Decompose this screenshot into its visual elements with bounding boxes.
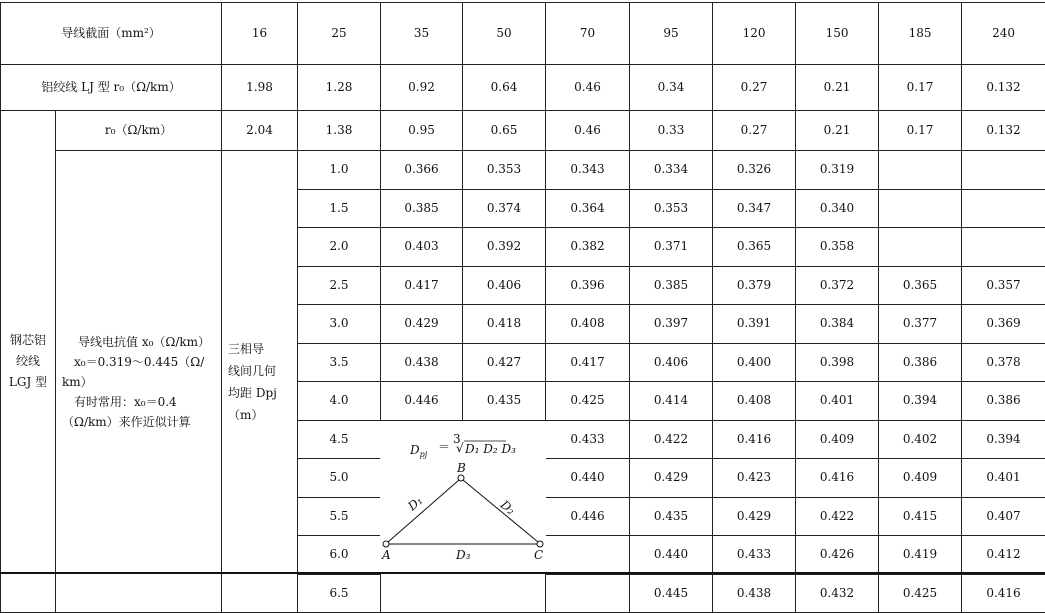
x0-value: 0.379 (713, 266, 796, 305)
x0-value: 0.409 (879, 459, 962, 498)
x0-description (56, 151, 222, 613)
x0-value: 0.423 (713, 459, 796, 498)
x0-value: 0.391 (713, 305, 796, 344)
x0-value: 0.446 (546, 497, 630, 536)
lgj-r0-value: 1.38 (298, 111, 381, 151)
x0-value: 0.435 (630, 497, 713, 536)
lgj-r0-value: 0.21 (796, 111, 879, 151)
lgj-r0-value: 0.17 (879, 111, 962, 151)
x0-value: 0.425 (546, 382, 630, 421)
lj-r0-value: 0.17 (879, 65, 962, 111)
dpj-label-line: 均距 Dpj (228, 382, 291, 404)
distance-value: 4.0 (298, 382, 381, 421)
x0-value: 0.440 (630, 536, 713, 575)
x0-value: 0.366 (381, 151, 463, 190)
distance-value: 5.5 (298, 497, 381, 536)
lgj-r0-label: r₀（Ω/km） (56, 111, 222, 151)
x0-value: 0.417 (381, 266, 463, 305)
dpj-label-line: （m） (228, 404, 291, 426)
distance-value: 4.5 (298, 420, 381, 459)
formula-rhs: D₁ D₂ D₃ (464, 442, 516, 456)
distance-value: 5.0 (298, 459, 381, 498)
label-d2: D₂ (497, 497, 518, 518)
side-d2 (463, 480, 538, 542)
x0-value: 0.386 (879, 343, 962, 382)
x0-value: 0.357 (962, 266, 1045, 305)
x0-description-line: 导线电抗值 x₀（Ω/km） (62, 332, 215, 352)
label-c: C (534, 548, 543, 562)
lj-r0-value: 1.98 (222, 65, 298, 111)
x0-value: 0.394 (962, 420, 1045, 459)
x0-description-line: （Ω/km）来作近似计算 (62, 412, 215, 432)
section-header: 25 (298, 3, 381, 65)
x0-value: 0.340 (796, 189, 879, 228)
x0-value: 0.372 (796, 266, 879, 305)
formula-root-index: 3 (453, 432, 461, 446)
x0-value: 0.414 (630, 382, 713, 421)
x0-value (879, 189, 962, 228)
x0-value: 0.371 (630, 228, 713, 267)
x0-value: 0.407 (962, 497, 1045, 536)
x0-value (962, 151, 1045, 190)
label-b: B (456, 461, 466, 475)
x0-value: 0.353 (463, 151, 546, 190)
x0-value: 0.446 (381, 382, 463, 421)
formula-lhs: $D_{pj}$ (409, 443, 428, 459)
x0-value: 0.334 (630, 151, 713, 190)
x0-description-line: km） (62, 372, 215, 392)
x0-value: 0.374 (463, 189, 546, 228)
x0-value: 0.364 (546, 189, 630, 228)
x0-value: 0.422 (796, 497, 879, 536)
x0-value: 0.326 (713, 151, 796, 190)
dpj-label-line: 线间几何 (228, 360, 291, 382)
header-label: 导线截面（mm²） (1, 3, 222, 65)
lgj-r0-value: 0.95 (381, 111, 463, 151)
x0-value: 0.435 (463, 382, 546, 421)
x0-row (1, 151, 1045, 190)
distance-value: 1.0 (298, 151, 381, 190)
x0-value: 0.400 (713, 343, 796, 382)
x0-value: 0.429 (630, 459, 713, 498)
x0-value: 0.438 (381, 343, 463, 382)
triangle-diagram-svg (380, 421, 546, 573)
x0-value: 0.401 (796, 382, 879, 421)
lgj-r0-value: 0.33 (630, 111, 713, 151)
x0-value: 0.432 (796, 574, 879, 613)
x0-value: 0.347 (713, 189, 796, 228)
x0-description-line: x₀＝0.319～0.445（Ω/ (62, 352, 215, 372)
lgj-group-label (1, 111, 56, 613)
section-header: 35 (381, 3, 463, 65)
lj-r0-value: 0.27 (713, 65, 796, 111)
x0-value: 0.403 (381, 228, 463, 267)
lgj-group-label-line: 钢芯铝 (1, 330, 55, 351)
section-header: 50 (463, 3, 546, 65)
lj-r0-value: 0.92 (381, 65, 463, 111)
distance-value: 6.5 (298, 574, 381, 613)
lgj-group-label-line: 绞线 (1, 351, 55, 372)
x0-value: 0.416 (796, 459, 879, 498)
x0-value: 0.402 (879, 420, 962, 459)
x0-value (879, 228, 962, 267)
x0-value: 0.398 (796, 343, 879, 382)
x0-value: 0.419 (879, 536, 962, 575)
distance-value: 3.5 (298, 343, 381, 382)
x0-value: 0.418 (463, 305, 546, 344)
x0-value: 0.427 (463, 343, 546, 382)
header-row (1, 3, 1045, 65)
x0-value: 0.409 (796, 420, 879, 459)
x0-value: 0.416 (713, 420, 796, 459)
lj-r0-value: 0.46 (546, 65, 630, 111)
formula-eq: ＝ (438, 440, 450, 454)
label-d3: D₃ (455, 548, 471, 562)
distance-value: 3.0 (298, 305, 381, 344)
x0-value: 0.438 (713, 574, 796, 613)
x0-value: 0.422 (630, 420, 713, 459)
x0-value: 0.415 (879, 497, 962, 536)
section-header: 185 (879, 3, 962, 65)
section-header: 150 (796, 3, 879, 65)
x0-value: 0.417 (546, 343, 630, 382)
lgj-r0-row (1, 111, 1045, 151)
x0-value: 0.429 (713, 497, 796, 536)
table-bottom-rule (0, 572, 1045, 574)
x0-value: 0.377 (879, 305, 962, 344)
x0-value: 0.412 (962, 536, 1045, 575)
x0-value: 0.378 (962, 343, 1045, 382)
section-header: 70 (546, 3, 630, 65)
x0-value: 0.386 (962, 382, 1045, 421)
x0-value: 0.406 (630, 343, 713, 382)
lgj-group-label-line: LGJ 型 (1, 372, 55, 393)
distance-value: 2.5 (298, 266, 381, 305)
distance-value: 1.5 (298, 189, 381, 228)
x0-value: 0.385 (630, 266, 713, 305)
lj-row (1, 65, 1045, 111)
geometric-mean-distance-diagram (380, 421, 546, 573)
x0-value: 0.343 (546, 151, 630, 190)
section-header: 95 (630, 3, 713, 65)
x0-description-line: 有时常用：x₀＝0.4 (62, 392, 215, 412)
lj-label: 铝绞线 LJ 型 r₀（Ω/km） (1, 65, 222, 111)
section-header: 120 (713, 3, 796, 65)
x0-value: 0.369 (962, 305, 1045, 344)
x0-value: 0.408 (546, 305, 630, 344)
x0-value (962, 189, 1045, 228)
lgj-r0-value: 0.27 (713, 111, 796, 151)
x0-value: 0.365 (879, 266, 962, 305)
lj-r0-value: 0.34 (630, 65, 713, 111)
x0-value: 0.396 (546, 266, 630, 305)
x0-value: 0.445 (630, 574, 713, 613)
x0-value: 0.433 (713, 536, 796, 575)
dpj-label (222, 151, 298, 613)
x0-value (962, 228, 1045, 267)
x0-value: 0.358 (796, 228, 879, 267)
x0-value: 0.385 (381, 189, 463, 228)
x0-value: 0.401 (962, 459, 1045, 498)
x0-value: 0.425 (879, 574, 962, 613)
formula-root-sign: √ (456, 441, 464, 455)
x0-value: 0.394 (879, 382, 962, 421)
section-header: 16 (222, 3, 298, 65)
lj-r0-value: 1.28 (298, 65, 381, 111)
x0-value (546, 574, 630, 613)
label-d1: D₁ (404, 493, 425, 514)
label-a: A (381, 548, 391, 562)
x0-value: 0.384 (796, 305, 879, 344)
x0-value (879, 151, 962, 190)
x0-value: 0.406 (463, 266, 546, 305)
lgj-r0-value: 0.132 (962, 111, 1045, 151)
x0-value: 0.426 (796, 536, 879, 575)
x0-value: 0.416 (962, 574, 1045, 613)
x0-value: 0.397 (630, 305, 713, 344)
lgj-r0-value: 2.04 (222, 111, 298, 151)
x0-value: 0.408 (713, 382, 796, 421)
lj-r0-value: 0.21 (796, 65, 879, 111)
x0-value: 0.440 (546, 459, 630, 498)
lgj-r0-value: 0.65 (463, 111, 546, 151)
x0-value (546, 536, 630, 575)
x0-value: 0.392 (463, 228, 546, 267)
x0-value: 0.433 (546, 420, 630, 459)
distance-value: 2.0 (298, 228, 381, 267)
x0-value: 0.365 (713, 228, 796, 267)
dpj-label-line: 三相导 (228, 338, 291, 360)
side-d1 (388, 480, 459, 542)
distance-value: 6.0 (298, 536, 381, 575)
lj-r0-value: 0.64 (463, 65, 546, 111)
x0-value: 0.353 (630, 189, 713, 228)
lgj-r0-value: 0.46 (546, 111, 630, 151)
x0-value: 0.429 (381, 305, 463, 344)
section-header: 240 (962, 3, 1045, 65)
lj-r0-value: 0.132 (962, 65, 1045, 111)
x0-value: 0.382 (546, 228, 630, 267)
x0-value: 0.319 (796, 151, 879, 190)
